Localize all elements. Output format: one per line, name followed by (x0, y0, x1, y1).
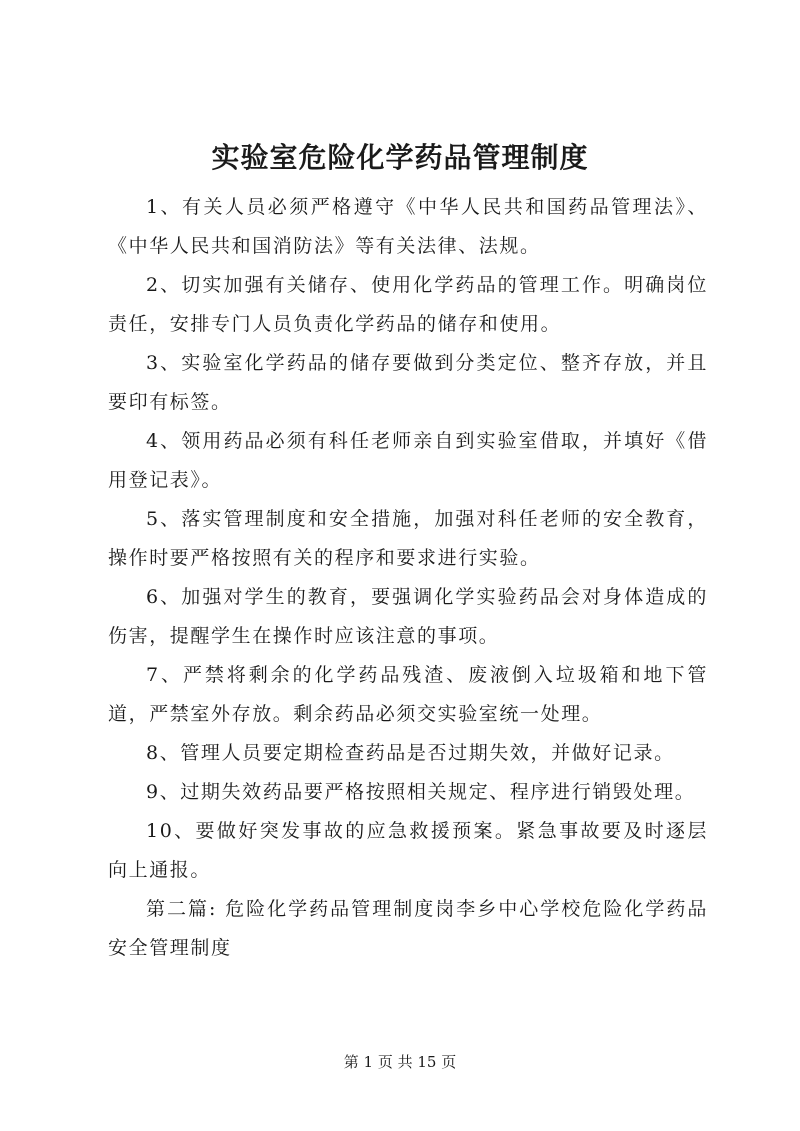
paragraph-4: 4、领用药品必须有科任老师亲自到实验室借取，并填好《借用登记表》。 (108, 430, 708, 491)
paragraph-1: 1、有关人员必须严格遵守《中华人民共和国药品管理法》、《中华人民共和国消防法》等有关法律、法规。 (108, 196, 708, 257)
paragraph-6: 6、加强对学生的教育，要强调化学实验药品会对身体造成的伤害，提醒学生在操作时应该注意的事项。 (108, 586, 708, 647)
paragraph-2: 2、切实加强有关储存、使用化学药品的管理工作。明确岗位责任，安排专门人员负责化学药品的储存和使用。 (108, 274, 708, 335)
paragraph-7: 7、严禁将剩余的化学药品残渣、废液倒入垃圾箱和地下管道，严禁室外存放。剩余药品必须交实验室统一处理。 (108, 664, 708, 725)
page-number-footer: 第 1 页 共 15 页 (343, 1053, 457, 1071)
document-title: 实验室危险化学药品管理制度 (211, 141, 589, 174)
paragraph-5: 5、落实管理制度和安全措施，加强对科任老师的安全教育，操作时要严格按照有关的程序和要求进行实验。 (108, 508, 708, 569)
paragraph-8: 8、管理人员要定期检查药品是否过期失效，并做好记录。 (146, 742, 675, 764)
paragraph-3: 3、实验室化学药品的储存要做到分类定位、整齐存放，并且要印有标签。 (108, 352, 708, 413)
paragraph-9: 9、过期失效药品要严格按照相关规定、程序进行销毁处理。 (146, 781, 696, 803)
document-body (108, 188, 708, 968)
paragraph-10: 10、要做好突发事故的应急救援预案。紧急事故要及时逐层向上通报。 (108, 820, 708, 881)
section-heading-part-2: 第二篇: 危险化学药品管理制度岗李乡中心学校危险化学药品安全管理制度 (108, 898, 708, 959)
